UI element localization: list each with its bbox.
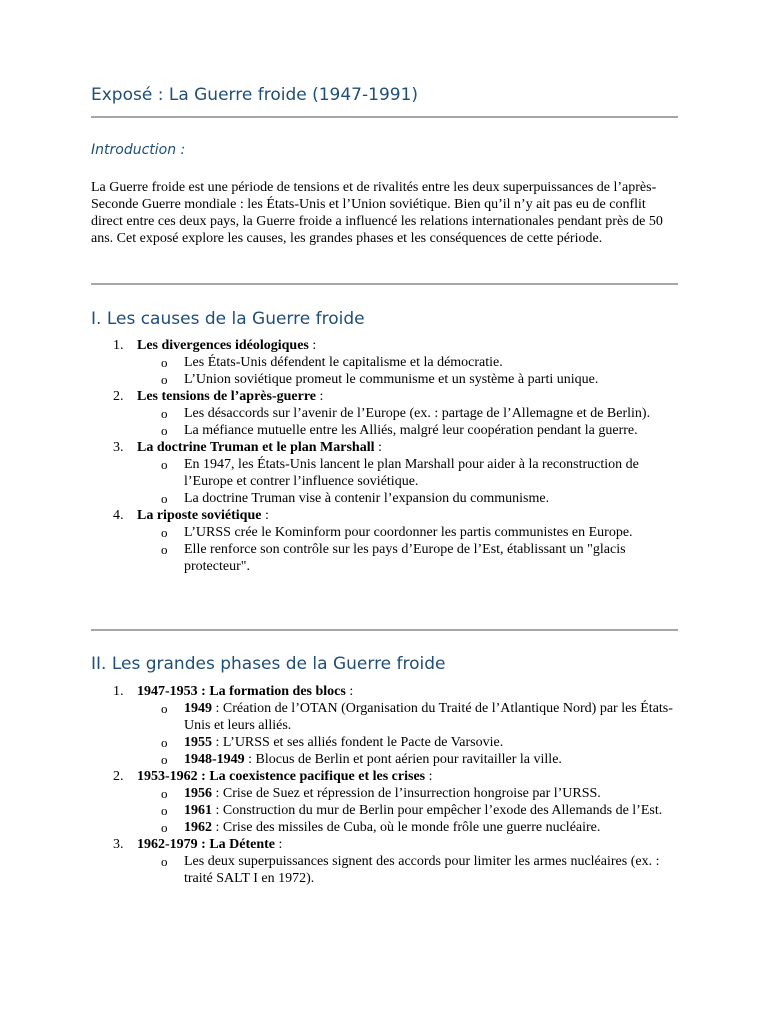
causes-list	[91, 337, 678, 575]
bullet-item	[137, 456, 678, 490]
bullet-text: : Crise des missiles de Cuba, où le monde frôle une guerre nucléaire.	[212, 820, 601, 835]
bullet-item	[137, 785, 678, 802]
list-item	[91, 439, 678, 507]
bullet-item	[137, 700, 678, 734]
bullet-text: La doctrine Truman vise à contenir l’expansion du communisme.	[184, 491, 550, 506]
bullet-item	[137, 405, 678, 422]
phases-list	[91, 683, 678, 887]
cause-item-title: La riposte soviétique	[137, 508, 262, 523]
bullet-list	[137, 524, 678, 575]
document-title: Exposé : La Guerre froide (1947-1991)	[91, 85, 419, 105]
bullet-item	[137, 524, 678, 541]
bullet-text: : Création de l’OTAN (Organisation du Traité de l’Atlantique Nord) par les États-Unis et leurs alliés.	[184, 701, 673, 733]
bullet-text: Les États-Unis défendent le capitalisme et la démocratie.	[184, 355, 503, 370]
bullet-item	[137, 802, 678, 819]
list-item	[91, 836, 678, 887]
bullet-item	[137, 734, 678, 751]
item-suffix: :	[374, 440, 382, 455]
bullet-item	[137, 422, 678, 439]
list-item	[91, 507, 678, 575]
bullet-list	[137, 700, 678, 768]
list-item	[91, 683, 678, 768]
section-1-divider	[91, 629, 678, 631]
item-suffix: :	[316, 389, 324, 404]
bullet-date: 1948-1949	[184, 752, 245, 767]
bullet-text: : Crise de Suez et répression de l’insurrection hongroise par l’URSS.	[212, 786, 601, 801]
bullet-text: Les deux superpuissances signent des accords pour limiter les armes nucléaires (ex. : traité SALT I en 1972).	[184, 854, 660, 886]
title-divider	[91, 116, 678, 118]
bullet-date: 1961	[184, 803, 212, 818]
bullet-list	[137, 785, 678, 836]
bullet-date: 1955	[184, 735, 212, 750]
phase-item-title: 1953-1962 : La coexistence pacifique et les crises	[137, 769, 426, 784]
list-number: 3.	[113, 440, 124, 455]
introduction-divider	[91, 283, 678, 285]
bullet-list	[137, 405, 678, 439]
section-2-heading: II. Les grandes phases de la Guerre froide	[91, 654, 446, 674]
bullet-date: 1956	[184, 786, 212, 801]
list-number: 2.	[113, 389, 124, 404]
bullet-text: En 1947, les États-Unis lancent le plan Marshall pour aider à la reconstruction de l’Europe et contrer l’influence soviétique.	[184, 457, 639, 489]
cause-item-title: Les divergences idéologiques	[137, 338, 309, 353]
item-suffix: :	[345, 684, 354, 699]
list-number: 3.	[113, 837, 124, 852]
cause-item-title: La doctrine Truman et le plan Marshall	[137, 440, 375, 455]
bullet-text: L’Union soviétique promeut le communisme et un système à parti unique.	[184, 372, 599, 387]
bullet-item	[137, 819, 678, 836]
item-suffix: :	[425, 769, 433, 784]
bullet-list	[137, 456, 678, 507]
bullet-item	[137, 541, 678, 575]
list-number: 1.	[113, 338, 124, 353]
bullet-text: : Blocus de Berlin et pont aérien pour ravitailler la ville.	[244, 752, 562, 767]
list-item	[91, 388, 678, 439]
item-suffix: :	[308, 338, 317, 353]
list-number: 4.	[113, 508, 124, 523]
introduction-heading: Introduction :	[91, 142, 186, 158]
list-number: 1.	[113, 684, 124, 699]
bullet-text: Elle renforce son contrôle sur les pays d’Europe de l’Est, établissant un "glacis protecteur".	[184, 542, 626, 574]
bullet-item	[137, 751, 678, 768]
phase-item-title: 1947-1953 : La formation des blocs	[137, 684, 346, 699]
bullet-text: L’URSS crée le Kominform pour coordonner les partis communistes en Europe.	[184, 525, 633, 540]
bullet-text: : L’URSS et ses alliés fondent le Pacte de Varsovie.	[212, 735, 504, 750]
introduction-paragraph: La Guerre froide est une période de tensions et de rivalités entre les deux superpuissances de l’après-Seconde Guerre mondiale : les États-Unis et l’Union soviétique. Bien qu’il n’y ait pas eu de conflit direct entre ces deux pays, la Guerre froide a influencé les relations internationales pendant près de 50 ans. Cet exposé explore les causes, les grandes phases et les conséquences de cette période.	[91, 180, 663, 246]
bullet-date: 1949	[184, 701, 212, 716]
item-suffix: :	[261, 508, 269, 523]
bullet-list	[137, 853, 678, 887]
bullet-list	[137, 354, 678, 388]
bullet-text: Les désaccords sur l’avenir de l’Europe (ex. : partage de l’Allemagne et de Berlin).	[184, 406, 651, 421]
item-suffix: :	[275, 837, 283, 852]
list-number: 2.	[113, 769, 124, 784]
cause-item-title: Les tensions de l’après-guerre	[137, 389, 316, 404]
bullet-item	[137, 354, 678, 371]
list-item	[91, 337, 678, 388]
phase-item-title: 1962-1979 : La Détente	[137, 837, 276, 852]
list-item	[91, 768, 678, 836]
bullet-text: : Construction du mur de Berlin pour empêcher l’exode des Allemands de l’Est.	[212, 803, 663, 818]
bullet-item	[137, 490, 678, 507]
bullet-date: 1962	[184, 820, 212, 835]
bullet-item	[137, 371, 678, 388]
bullet-text: La méfiance mutuelle entre les Alliés, malgré leur coopération pendant la guerre.	[184, 423, 638, 438]
bullet-item	[137, 853, 678, 887]
section-1-heading: I. Les causes de la Guerre froide	[91, 309, 365, 329]
